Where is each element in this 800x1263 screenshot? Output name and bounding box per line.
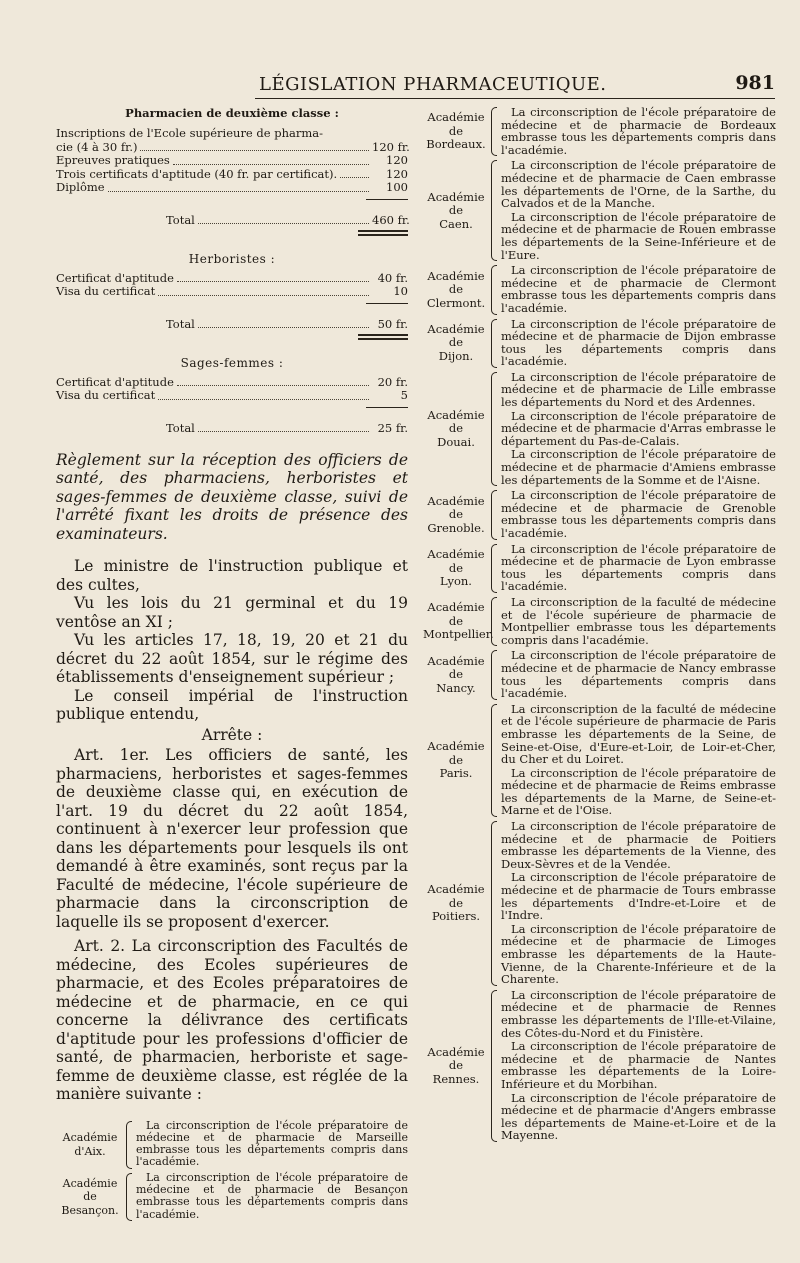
total-rule <box>358 334 408 340</box>
academy-entry <box>423 543 776 594</box>
academy-name-line: Douai. <box>437 434 475 449</box>
academy-name <box>423 323 489 364</box>
fee-item-label: cie (4 à 30 fr.) <box>56 139 138 154</box>
fee-item-label: Inscriptions de l'Ecole supérieure de pharma- <box>56 126 323 140</box>
brace <box>491 372 497 486</box>
brace <box>491 597 497 646</box>
body-paragraph: Le conseil impérial de l'instruction publique entendu, <box>56 686 408 723</box>
brace <box>491 160 497 261</box>
fees-sages-femmes <box>56 356 408 435</box>
brace <box>126 1121 132 1169</box>
left-column <box>56 106 408 1224</box>
academy-name-line: Académie <box>427 547 485 562</box>
academy-name-line: de <box>448 895 464 910</box>
academy-entry <box>423 989 776 1143</box>
fee-total <box>56 213 408 227</box>
academy-name-line: Dijon. <box>438 348 474 363</box>
fees-heading-pharmacien: Pharmacien de deuxième classe : <box>125 106 339 120</box>
academy-entry <box>423 703 776 818</box>
academy-body <box>501 989 776 1143</box>
total-label: Total <box>166 212 195 227</box>
fee-item-label: Visa du certificat <box>56 284 156 298</box>
academy-name-line: Académie <box>427 493 485 508</box>
circonscription-text: La circonscription de l'école préparatoire de médecine et de pharmacie de Clermont embrasse tous les départements compris dans l'académie. <box>501 263 776 315</box>
leader-dots <box>140 150 369 151</box>
fee-item-amount: 120 <box>386 153 408 167</box>
total-amount: 460 fr. <box>372 212 410 227</box>
leader-dots <box>198 431 369 432</box>
fees-pharmacien <box>56 106 408 236</box>
academy-body <box>501 159 776 262</box>
academy-name-line: Académie <box>427 407 485 422</box>
sum-rule <box>366 199 408 200</box>
academy-name-line: Clermont. <box>426 295 486 310</box>
brace <box>491 990 497 1142</box>
academy-name-line: de <box>448 507 464 522</box>
academy-name <box>423 883 489 924</box>
academy-name <box>423 548 489 589</box>
academy-name <box>423 191 489 232</box>
academy-name <box>56 1177 124 1218</box>
academy-body <box>501 649 776 700</box>
academy-name-line: Académie <box>62 1176 118 1190</box>
academy-name-line: Bordeaux. <box>426 137 486 152</box>
brace <box>491 821 497 986</box>
fee-item <box>56 272 408 286</box>
academy-entry <box>423 649 776 700</box>
academy-name-line: Académie <box>427 1044 485 1059</box>
academy-body <box>136 1172 408 1222</box>
academy-name-line: de <box>448 282 464 297</box>
academy-name-line: de <box>448 613 464 628</box>
academy-name-line: Rennes. <box>432 1071 480 1086</box>
fee-item-label: Visa du certificat <box>56 388 156 402</box>
fee-item-amount: 100 <box>386 180 408 194</box>
academy-body <box>501 543 776 594</box>
academy-name <box>423 740 489 781</box>
circonscription-text: La circonscription de l'école préparatoire de médecine et de pharmacie de Grenoble embrasse tous les départements compris dans l'académie. <box>501 488 776 540</box>
total-amount: 50 fr. <box>377 316 408 331</box>
academy-list-left <box>56 1120 408 1222</box>
article-1: Art. 1er. Les officiers de santé, les pharmaciens, herboristes et sages-femmes de deuxième classe qui, en exécution de l'art. 19 du décret du 22 août 1854, continuent à n'exercer leur profession que dans les départements pour lesquels ils ont demandé à être examinés, sont reçus par la Faculté de médecine, l'école supérieure de pharmacie dans la circonscription de laquelle ils se proposent d'exercer. <box>56 746 408 931</box>
circonscription-text: La circonscription de l'école préparatoire de médecine et de pharmacie de Bordeaux embrasse tous les départements compris dans l'académie. <box>501 105 776 157</box>
brace <box>491 319 497 368</box>
leader-dots <box>177 281 369 282</box>
page-header <box>255 74 775 99</box>
academy-name-line: Besançon. <box>61 1203 119 1217</box>
brace <box>491 490 497 539</box>
fee-item-amount: 10 <box>393 284 408 298</box>
academy-name <box>423 1046 489 1087</box>
academy-name-line: Académie <box>427 189 485 204</box>
academy-body <box>501 703 776 818</box>
academy-entry <box>423 596 776 647</box>
academy-body <box>136 1120 408 1170</box>
fee-item-label: Trois certificats d'aptitude (40 fr. par certificat). <box>56 166 338 181</box>
academy-name-line: de <box>448 123 464 138</box>
total-label: Total <box>166 420 195 435</box>
circonscription-text: La circonscription de l'école préparatoire de médecine et de pharmacie de Nancy embrasse tous les départements compris dans l'académie. <box>501 648 776 701</box>
circonscription-text: La circonscription de l'école préparatoire de médecine et de pharmacie d'Arras embrasse le département du Pas-de-Calais. <box>501 408 776 448</box>
academy-entry <box>423 159 776 262</box>
academy-name-line: Caen. <box>439 216 473 231</box>
leader-dots <box>198 327 369 328</box>
brace <box>126 1173 132 1221</box>
academy-entry <box>423 820 776 987</box>
article-2: Art. 2. La circonscription des Facultés de médecine, des Ecoles supérieures de pharmacie, et des Ecoles préparatoires de médecine et de pharmacie, en ce qui concerne la délivrance des certificats d'aptitude pour les professions d'officier de santé, de pharmacien, herboriste et sage-femme de deuxième classe, est réglée de la manière suivante : <box>56 937 408 1103</box>
fee-total <box>56 317 408 331</box>
circonscription-text: La circonscription de l'école préparatoire de médecine et de pharmacie de Tours embrasse les départements d'Indre-et-Loire et de l'Indre. <box>501 870 776 923</box>
academy-name <box>56 1131 124 1158</box>
body-paragraph: Vu les lois du 21 germinal et du 19 ventôse an XI ; <box>56 594 408 631</box>
brace <box>491 650 497 699</box>
fee-item-amount: 40 fr. <box>377 270 408 285</box>
academy-name <box>423 600 494 642</box>
academy-name-line: d'Aix. <box>74 1144 106 1158</box>
fee-item <box>56 376 408 390</box>
academy-body <box>501 596 776 647</box>
academy-body <box>501 106 776 157</box>
fee-item-amount: 20 fr. <box>377 374 408 389</box>
academy-name-line: de <box>448 1058 464 1073</box>
sum-rule <box>366 303 408 304</box>
academy-name-line: de <box>448 560 464 575</box>
circonscription-text: La circonscription de l'école préparatoire de médecine et de pharmacie d'Angers embrasse les départements de Maine-et-Loire et de la Mayenne. <box>501 1090 776 1143</box>
circonscription-text: La circonscription de l'école préparatoire de médecine et de pharmacie de Besançon embrasse tous les départements compris dans l'académie. <box>136 1170 408 1221</box>
fee-item-label: Epreuves pratiques <box>56 153 170 167</box>
academy-name-line: Académie <box>427 882 485 897</box>
leader-dots <box>158 399 369 400</box>
fee-item <box>56 141 408 155</box>
sum-rule <box>366 407 408 408</box>
total-rule <box>358 230 408 236</box>
circonscription-text: La circonscription de l'école préparatoire de médecine et de pharmacie de Marseille embrasse tous les départements compris dans l'académie. <box>136 1118 408 1169</box>
academy-name-line: Paris. <box>439 766 473 781</box>
arrete-heading: Arrête : <box>201 725 263 744</box>
academy-body <box>501 820 776 987</box>
academy-name-line: Académie <box>427 653 485 668</box>
academy-body <box>501 489 776 540</box>
fee-total <box>56 421 408 435</box>
academy-body <box>501 264 776 315</box>
academy-name <box>423 111 489 152</box>
academy-name-line: de <box>448 667 464 682</box>
fee-item <box>56 181 408 195</box>
circonscription-text: La circonscription de l'école préparatoire de médecine et de pharmacie d'Amiens embrasse les départements de la Somme et de l'Aisne. <box>501 447 776 487</box>
circonscription-text: La circonscription de l'école préparatoire de médecine et de pharmacie de Nantes embrasse les départements de la Loire-Inférieure et du Morbihan. <box>501 1039 776 1091</box>
academy-entry <box>56 1120 408 1170</box>
fee-item-amount: 120 fr. <box>372 139 410 154</box>
leader-dots <box>340 177 369 178</box>
brace <box>491 704 497 817</box>
academy-name <box>423 495 489 536</box>
academy-name-line: Académie <box>427 110 485 125</box>
academy-name-line: Académie <box>427 739 485 754</box>
circonscription-text: La circonscription de l'école préparatoire de médecine et de pharmacie de Lille embrasse les départements du Nord et des Ardennes. <box>501 369 776 410</box>
academy-name-line: de <box>448 335 464 350</box>
brace <box>491 265 497 314</box>
circonscription-text: La circonscription de l'école préparatoire de médecine et de pharmacie de Rouen embrasse les départements de la Seine-Inférieure et de l'Eure. <box>501 209 776 262</box>
circonscription-text: La circonscription de l'école préparatoire de médecine et de pharmacie de Lyon embrasse tous les départements compris dans l'académie. <box>501 541 776 594</box>
circonscription-text: La circonscription de l'école préparatoire de médecine et de pharmacie de Poitiers embrasse les départements de la Vienne, des Deux-Sèvres et de la Vendée. <box>501 819 776 871</box>
academy-body <box>501 318 776 369</box>
fee-item-amount: 120 <box>386 166 408 181</box>
brace <box>491 107 497 156</box>
academy-name <box>423 655 489 696</box>
leader-dots <box>173 164 369 165</box>
academy-name-line: Nancy. <box>436 680 476 695</box>
page-number: 981 <box>735 72 775 94</box>
academy-name-line: de <box>448 421 464 436</box>
circonscription-text: La circonscription de l'école préparatoire de médecine et de pharmacie de Reims embrasse les départements de la Marne, de Seine-et-Marne et de l'Oise. <box>501 765 776 818</box>
body-paragraph: Vu les articles 17, 18, 19, 20 et 21 du décret du 22 août 1854, sur le régime des établissements d'enseignement supérieur ; <box>56 631 408 686</box>
academy-entry <box>423 318 776 369</box>
running-title: LÉGISLATION PHARMACEUTIQUE. <box>259 74 607 95</box>
academy-name-line: de <box>448 752 464 767</box>
total-amount: 25 fr. <box>377 420 408 435</box>
fee-item-amount: 5 <box>400 388 408 402</box>
academy-name-line: Académie <box>427 600 485 615</box>
circonscription-text: La circonscription de l'école préparatoire de médecine et de pharmacie de Dijon embrasse tous les départements compris dans l'académie. <box>501 316 776 369</box>
academy-body <box>501 371 776 487</box>
leader-dots <box>198 223 369 224</box>
academy-name-line: Lyon. <box>440 574 472 589</box>
fee-item-label: Certificat d'aptitude <box>56 270 174 285</box>
circonscription-text: La circonscription de l'école préparatoire de médecine et de pharmacie de Caen embrasse les départements de l'Orne, de la Sarthe, du Calvados et de la Manche. <box>501 158 776 211</box>
fee-item <box>56 168 408 182</box>
fee-item <box>56 389 408 403</box>
circonscription-text: La circonscription de l'école préparatoire de médecine et de pharmacie de Limoges embrasse les départements de la Haute-Vienne, de la Charente-Inférieure et de la Charente. <box>501 921 776 987</box>
fee-item-label: Diplôme <box>56 180 105 194</box>
fees-heading-sages-femmes: Sages-femmes : <box>180 355 284 370</box>
academy-name-line: de <box>448 203 464 217</box>
fees-herboristes <box>56 252 408 340</box>
academy-entry <box>423 489 776 540</box>
fee-item-label: Certificat d'aptitude <box>56 374 174 389</box>
academy-name-line: Académie <box>427 268 485 283</box>
reglement-title: Règlement sur la réception des officiers de santé, des pharmaciens, herboristes et sages-femmes de deuxième classe, suivi de l'arrêté fixant les droits de présence des examinateurs. <box>56 450 408 543</box>
academy-name-line: Académie <box>62 1131 118 1145</box>
academy-entry <box>423 371 776 487</box>
circonscription-text: La circonscription de la faculté de médecine et de l'école supérieure de pharmacie de Paris embrasse les départements de la Seine, de Seine-et-Oise, d'Eure-et-Loir, de Loir-et-Cher, du Cher et du Loiret. <box>501 701 776 767</box>
academy-entry <box>423 106 776 157</box>
academy-name <box>423 409 489 450</box>
academy-entry <box>56 1172 408 1222</box>
academy-name-line: Montpellier. <box>423 627 494 642</box>
fee-item <box>56 154 408 168</box>
circonscription-text: La circonscription de la faculté de médecine et de l'école supérieure de pharmacie de Montpellier embrasse tous les départements compris dans l'académie. <box>501 594 776 647</box>
academy-name-line: Poitiers. <box>431 909 481 924</box>
total-label: Total <box>166 316 195 331</box>
right-column <box>423 106 776 1145</box>
leader-dots <box>177 385 369 386</box>
brace <box>491 544 497 593</box>
leader-dots <box>158 295 369 296</box>
academy-name <box>423 270 489 311</box>
leader-dots <box>108 191 369 192</box>
academy-entry <box>423 264 776 315</box>
academy-name-line: de <box>83 1190 97 1204</box>
fees-heading-herboristes: Herboristes : <box>188 251 276 266</box>
circonscription-text: La circonscription de l'école préparatoire de médecine et de pharmacie de Rennes embrasse les départements de l'Ille-et-Vilaine, des Côtes-du-Nord et du Finistère. <box>501 987 776 1040</box>
fee-item <box>56 285 408 299</box>
body-paragraph: Le ministre de l'instruction publique et des cultes, <box>56 557 408 594</box>
academy-name-line: Grenoble. <box>427 520 485 535</box>
academy-name-line: Académie <box>427 321 485 336</box>
